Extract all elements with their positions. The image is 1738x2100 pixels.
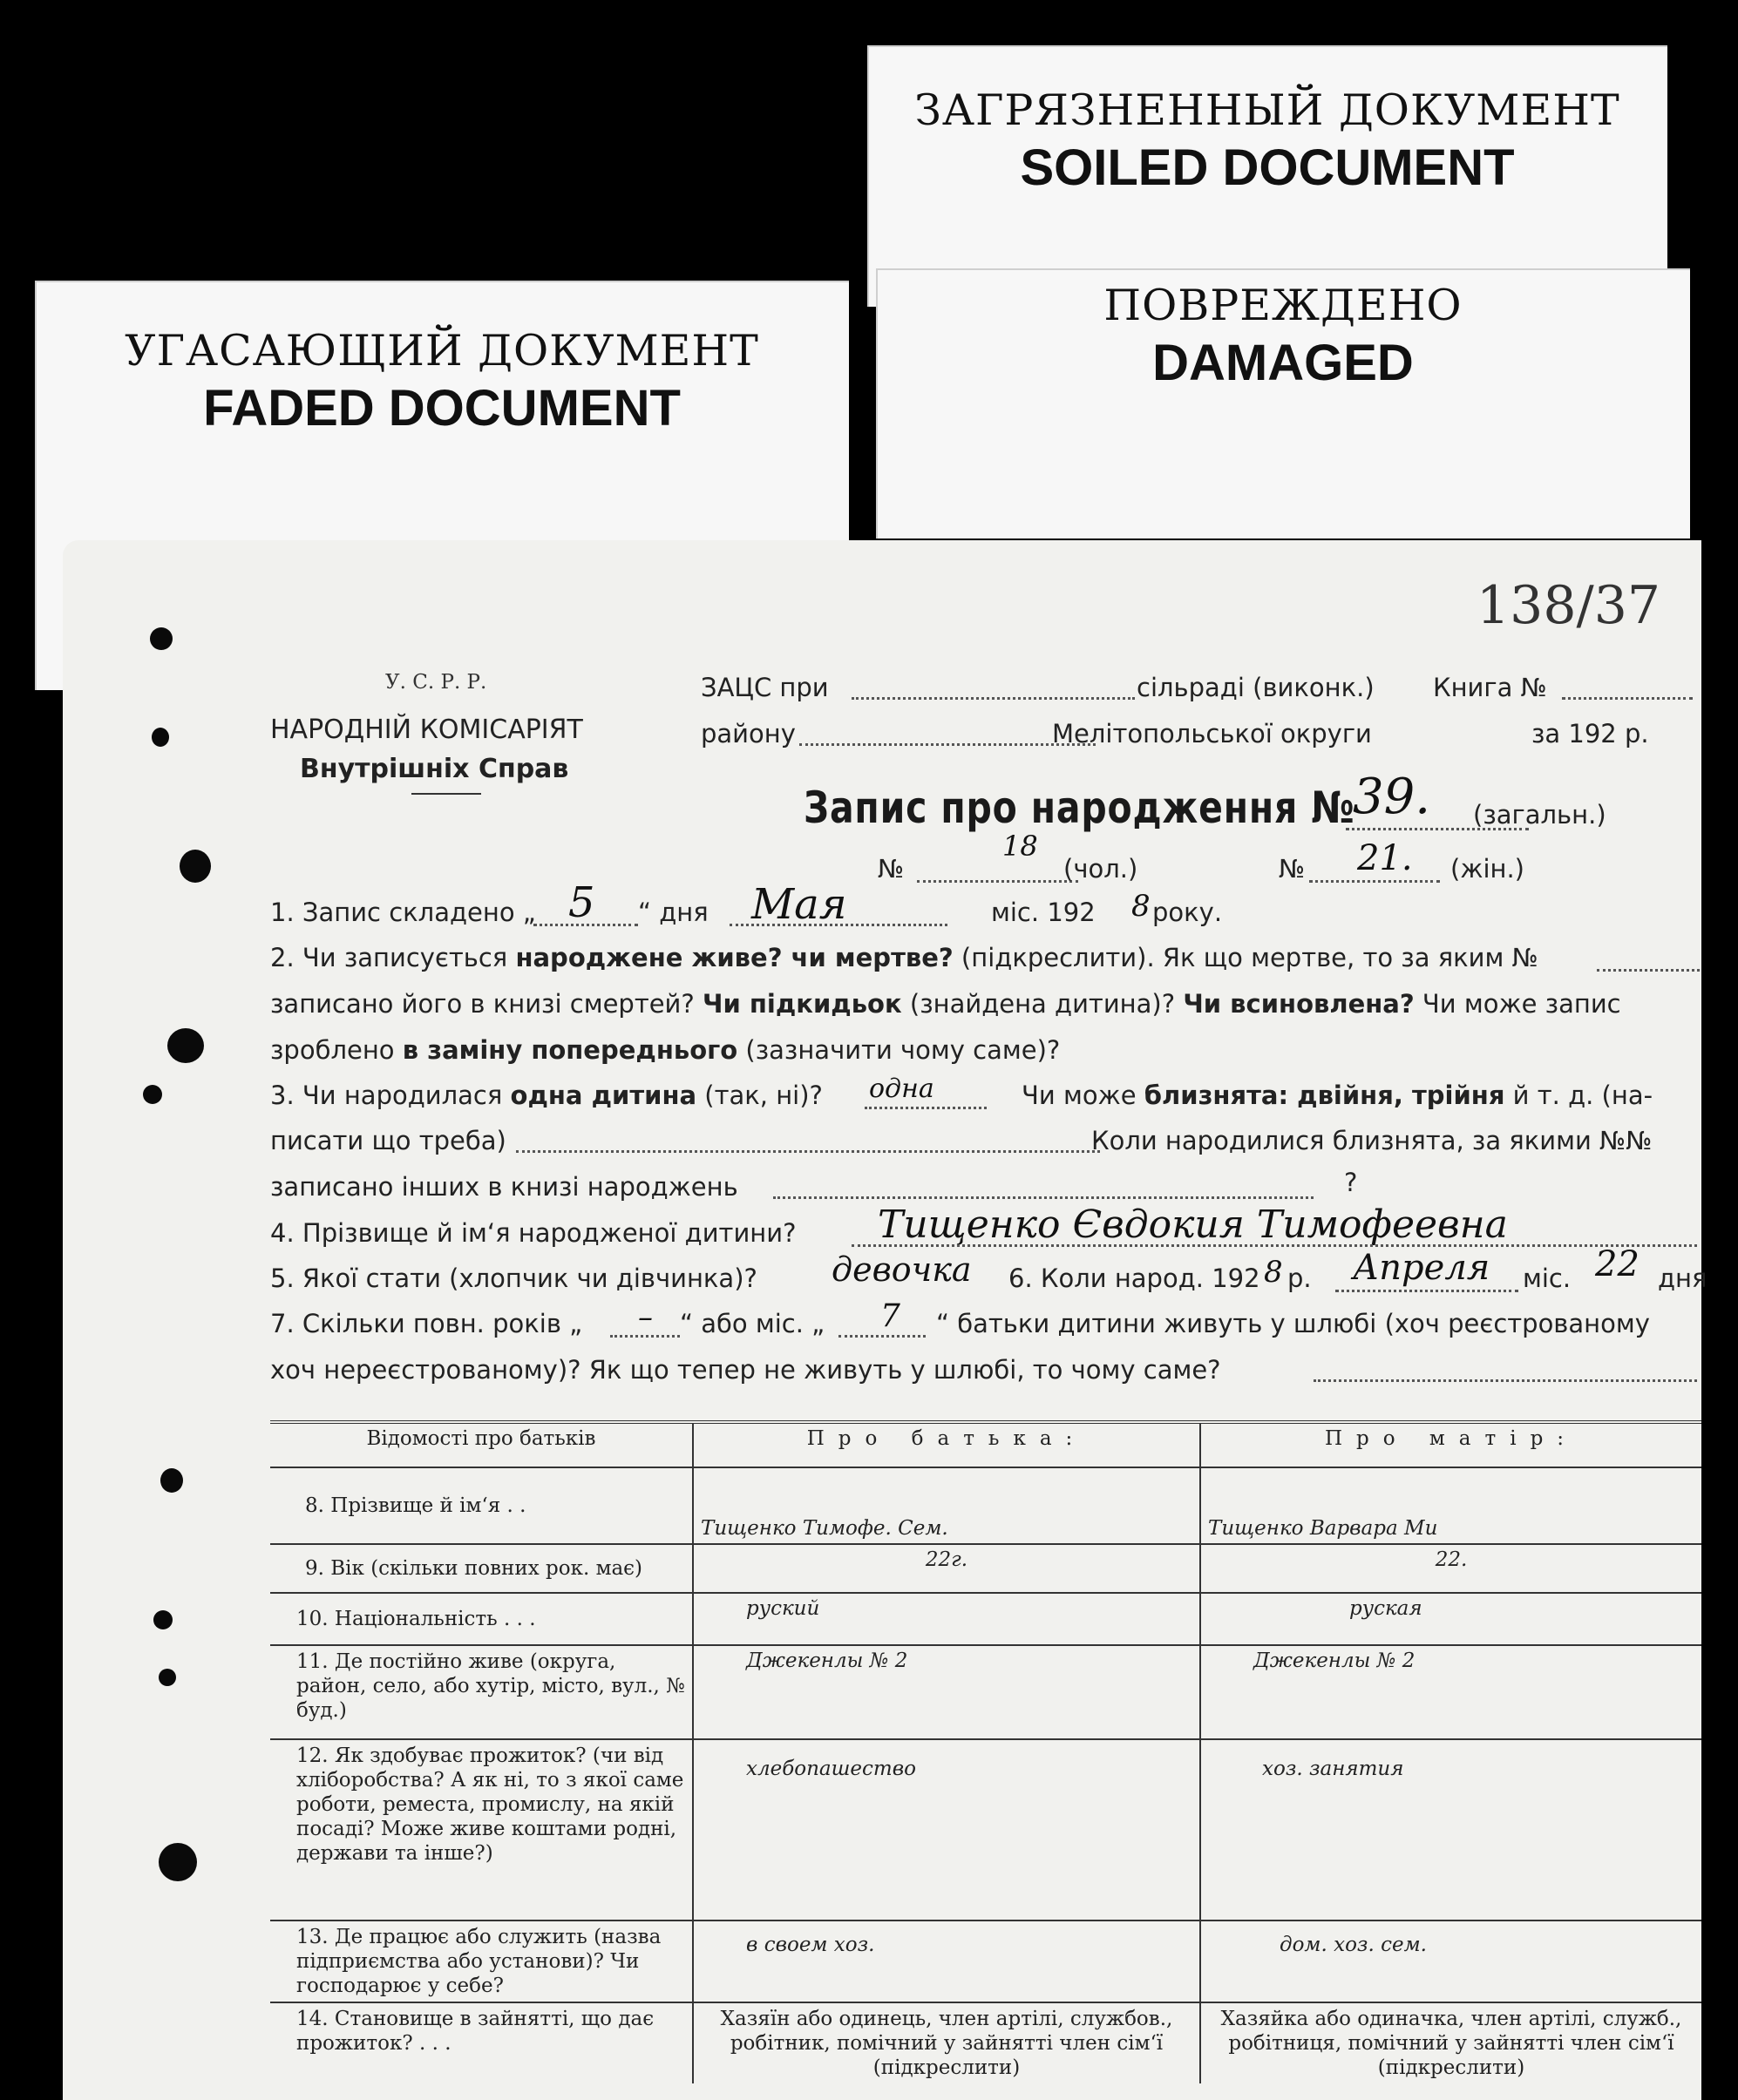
mother-livelihood: хоз. занятия <box>1200 1739 1701 1920</box>
birth-day: 22 <box>1595 1244 1640 1284</box>
mother-name: Тищенко Варвара Ми <box>1200 1467 1701 1544</box>
dots <box>730 924 947 926</box>
record-title: Запис про народження № <box>804 782 1355 833</box>
marriage-years: – <box>638 1300 653 1335</box>
binder-hole <box>153 1610 173 1629</box>
father-occupation-status: Хазяїн або одинець, член артілі, службов., робітник, помічний у зайнятті член сім‘ї (підкреслити) <box>693 2002 1200 2083</box>
line2b-b: Чи підкидьок <box>703 989 902 1019</box>
line7-a: 7. Скільки повн. років „ <box>270 1309 583 1338</box>
line3-a: 3. Чи народилася <box>270 1080 511 1110</box>
line2-b: народжене живе? чи мертве? <box>515 943 954 972</box>
damaged-label-en: DAMAGED <box>1152 335 1414 391</box>
col-info-header: Відомості про батьків <box>270 1422 693 1467</box>
row-label: 9. Вік (скільки повних рок. має) <box>270 1544 693 1593</box>
single-child-value: одна <box>869 1074 934 1104</box>
line2-a: 2. Чи записується <box>270 943 516 972</box>
binder-hole <box>167 1028 204 1063</box>
dots <box>838 1335 926 1338</box>
record-number: 39. <box>1353 769 1431 825</box>
line3-right <box>1022 1080 1653 1110</box>
parents-table <box>270 1420 1701 2100</box>
line3-f: й т. д. (на- <box>1504 1080 1653 1110</box>
line2c-b: в заміну попереднього <box>402 1035 738 1065</box>
rayonu: району <box>701 719 796 749</box>
birth-record-sheet <box>63 540 1707 2100</box>
dots <box>533 924 638 926</box>
line5-e: дня <box>1658 1263 1707 1293</box>
header-rule <box>411 793 481 795</box>
line4-a: 4. Прізвище й ім‘я народженої дитини? <box>270 1218 797 1248</box>
binder-hole <box>143 1085 162 1104</box>
zacs-pri: ЗАЦС при <box>701 673 829 702</box>
archive-number: 138/37 <box>1477 575 1661 636</box>
row-label: 10. Національність . . . <box>270 1593 693 1645</box>
damaged-label <box>876 268 1690 539</box>
record-month: Мая <box>751 880 847 929</box>
line2b-a: записано його в книзі смертей? <box>270 989 703 1019</box>
male-no-label: № <box>878 854 905 884</box>
male-label: (чол.) <box>1063 854 1138 884</box>
dots <box>917 880 1078 883</box>
faded-label-en: FADED DOCUMENT <box>203 380 681 437</box>
father-livelihood: хлебопашество <box>693 1739 1200 1920</box>
record-day: 5 <box>568 878 595 927</box>
line3b-a: писати що треба) <box>270 1126 506 1155</box>
line1-d: року. <box>1152 898 1223 927</box>
soiled-label-en: SOILED DOCUMENT <box>1020 139 1515 196</box>
line2b <box>270 989 1621 1019</box>
child-name: Тищенко Євдокия Тимофеевна <box>878 1202 1508 1247</box>
dots <box>852 697 1135 700</box>
line2b-c: (знайдена дитина)? <box>901 989 1184 1019</box>
line1-c: міс. 192 <box>991 898 1096 927</box>
line1-b: “ дня <box>638 898 709 927</box>
binder-hole <box>160 1468 183 1493</box>
col-father-header: Про батька: <box>693 1422 1200 1467</box>
line3c-a: записано інших в книзі народжень <box>270 1172 738 1202</box>
row-label: 12. Як здобуває прожиток? (чи від хліборобства? А як ні, то з якої саме роботи, реместа, промислу, на якій посаді? Може живе коштами родні, держави та інше?) <box>270 1739 693 1920</box>
header-ussr: У. С. Р. Р. <box>385 671 487 694</box>
binder-hole <box>150 627 173 650</box>
birth-month: Апреля <box>1353 1248 1490 1288</box>
kniga: Книга № <box>1433 673 1547 702</box>
col-mother-header: Про матір: <box>1200 1422 1701 1467</box>
line2c-a: зроблено <box>270 1035 403 1065</box>
row-label: 13. Де працює або служить (назва підприємства або установи)? Чи господарює у себе? <box>270 1920 693 2002</box>
mother-age: 22. <box>1200 1544 1701 1593</box>
dots <box>1309 880 1440 883</box>
dots <box>1335 1290 1518 1292</box>
dots <box>1314 1379 1697 1382</box>
line5-c: р. <box>1287 1263 1312 1293</box>
dots <box>799 743 1096 746</box>
damaged-label-ru: ПОВРЕЖДЕНО <box>1103 281 1463 330</box>
female-no-label: № <box>1279 854 1306 884</box>
line7b-a: хоч нереєстрованому)? Як що тепер не живуть у шлюбі, то чому саме? <box>270 1355 1221 1385</box>
dots <box>865 1107 987 1109</box>
row-label: 11. Де постійно живе (округа, район, село, або хутір, місто, вул., № буд.) <box>270 1645 693 1739</box>
binder-hole <box>159 1669 176 1686</box>
father-nationality: руский <box>693 1593 1200 1645</box>
female-label: (жін.) <box>1450 854 1524 884</box>
dots <box>1597 969 1700 972</box>
year-line: за 192 р. <box>1531 719 1649 749</box>
line7-b: “ або міс. „ <box>680 1309 825 1338</box>
mother-residence: Джекенлы № 2 <box>1200 1645 1701 1739</box>
marriage-months: 7 <box>880 1298 900 1334</box>
line7-c: “ батьки дитини живуть у шлюбі (хоч реєстрованому <box>936 1309 1650 1338</box>
dots <box>773 1196 1314 1199</box>
child-sex: девочка <box>832 1250 972 1289</box>
dots <box>610 1335 680 1338</box>
line5-d: міс. <box>1523 1263 1572 1293</box>
binder-hole <box>159 1843 197 1881</box>
dots <box>1562 697 1693 700</box>
line2-c: (підкреслити). Як що мертве, то за яким № <box>953 943 1538 972</box>
row-label: 14. Становище в зайнятті, що дає прожиток? . . . <box>270 2002 693 2083</box>
father-name: Тищенко Тимофе. Сем. <box>693 1467 1200 1544</box>
line3-e: близнята: двійня, трійня <box>1144 1080 1505 1110</box>
father-workplace: в своем хоз. <box>693 1920 1200 2002</box>
dots <box>852 1244 1697 1247</box>
father-age: 22г. <box>693 1544 1200 1593</box>
row-label: 8. Прізвище й ім‘я . . <box>270 1467 693 1544</box>
okrugy: Мелітопольської округи <box>1052 719 1372 749</box>
line2 <box>270 943 1538 972</box>
mother-workplace: дом. хоз. сем. <box>1200 1920 1701 2002</box>
line5-b: 6. Коли народ. 192 <box>1008 1263 1260 1293</box>
mother-nationality: руская <box>1200 1593 1701 1645</box>
line3-d: Чи може <box>1022 1080 1144 1110</box>
line5-a: 5. Якої стати (хлопчик чи дівчинка)? <box>270 1263 757 1293</box>
line3-c: (так, ні)? <box>696 1080 823 1110</box>
line2c-c: (зазначити чому саме)? <box>737 1035 1061 1065</box>
line2b-e: Чи може запис <box>1414 989 1621 1019</box>
line1-a: 1. Запис складено „ <box>270 898 536 927</box>
binder-hole <box>180 850 211 883</box>
female-no: 21. <box>1357 838 1413 878</box>
general-label: (загальн.) <box>1473 800 1606 830</box>
record-year: 8 <box>1131 889 1151 924</box>
birth-year: 8 <box>1264 1255 1283 1290</box>
mother-occupation-status: Хазяйка або одиначка, член артілі, служб., робітниця, помічний у зайнятті член сім‘ї (підкреслити) <box>1200 2002 1701 2083</box>
dots <box>516 1150 1100 1153</box>
father-residence: Джекенлы № 2 <box>693 1645 1200 1739</box>
line3b-b: Коли народилися близнята, за якими №№ <box>1091 1126 1653 1155</box>
line3-b: одна дитина <box>510 1080 697 1110</box>
line2b-d: Чи всиновлена? <box>1183 989 1415 1019</box>
faded-label-ru: УГАСАЮЩИЙ ДОКУМЕНТ <box>125 326 759 376</box>
binder-hole <box>152 728 169 747</box>
line3c-b: ? <box>1344 1168 1358 1197</box>
header-dept: Внутрішніх Справ <box>300 754 569 784</box>
soiled-label-ru: ЗАГРЯЗНЕННЫЙ ДОКУМЕНТ <box>914 85 1620 135</box>
soiled-label <box>867 45 1667 307</box>
silradi: сільраді (виконк.) <box>1137 673 1375 702</box>
male-no: 18 <box>1002 830 1038 863</box>
line2c <box>270 1035 1060 1065</box>
line3 <box>270 1080 823 1110</box>
header-commissariat: НАРОДНІЙ КОМІСАРІЯТ <box>270 715 583 745</box>
